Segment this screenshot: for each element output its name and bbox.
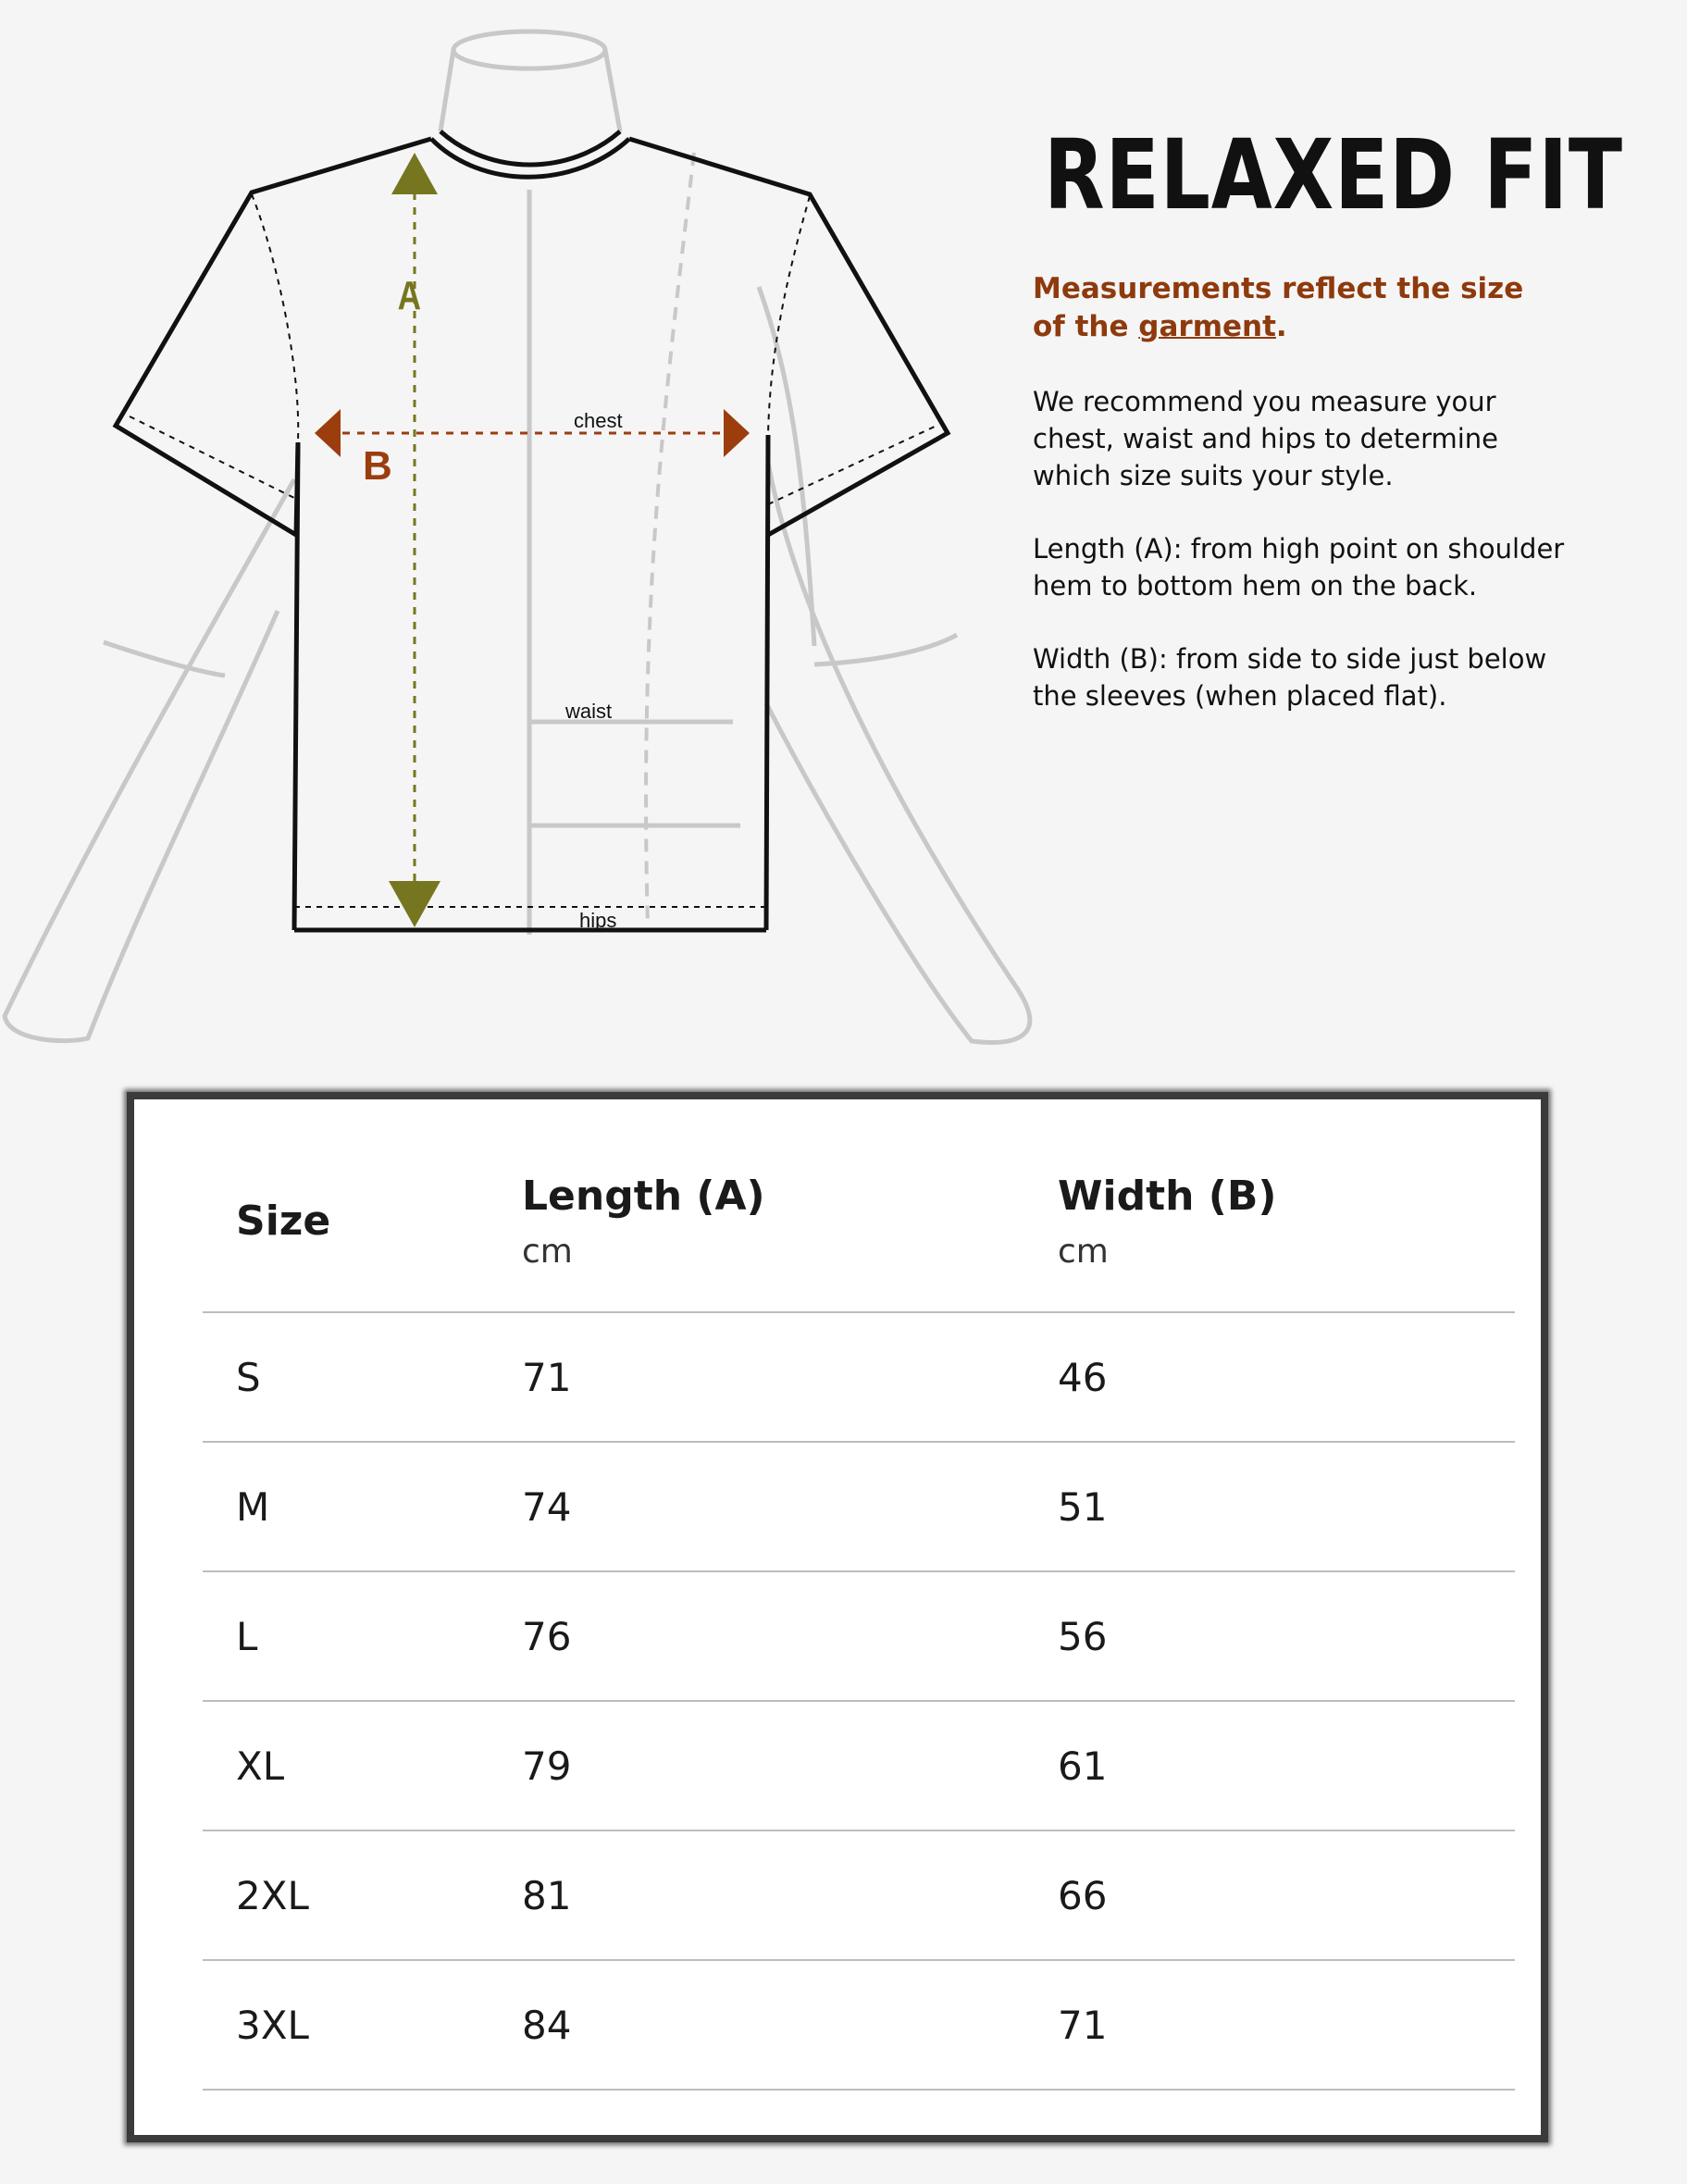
- header-width: Width (B) cm: [1024, 1131, 1515, 1312]
- table-row: [203, 1571, 1515, 1701]
- note-text: Measurements reflect the size of the: [1033, 272, 1524, 343]
- label-b: B: [363, 443, 392, 489]
- cell-size: 3XL: [203, 1960, 489, 2090]
- measurement-note: [1033, 270, 1551, 346]
- cell-length: 76: [489, 1571, 1024, 1701]
- label-hips: hips: [579, 909, 617, 932]
- cell-length: 74: [489, 1442, 1024, 1571]
- header-length: Length (A) cm: [489, 1131, 1024, 1312]
- mannequin-outline: [5, 31, 1030, 1042]
- size-table-frame: [127, 1092, 1548, 2142]
- note-link-garment: garment: [1138, 310, 1276, 343]
- cell-size: L: [203, 1571, 489, 1701]
- cell-width: 61: [1024, 1701, 1515, 1830]
- table-row: [203, 1830, 1515, 1960]
- header-size: Size: [203, 1131, 489, 1312]
- cell-length: 71: [489, 1312, 1024, 1442]
- cell-width: 56: [1024, 1571, 1515, 1701]
- length-arrow: [389, 153, 440, 927]
- cell-size: S: [203, 1312, 489, 1442]
- paragraph-length: Length (A): from high point on shoulder hem to bottom hem on the back.: [1033, 533, 1565, 602]
- paragraph-width: Width (B): from side to side just below the sleeves (when placed flat).: [1033, 643, 1547, 712]
- table-row: [203, 1701, 1515, 1830]
- size-table: [203, 1131, 1515, 2091]
- cell-size: XL: [203, 1701, 489, 1830]
- header-length-unit: cm: [522, 1232, 573, 1271]
- table-row: [203, 1312, 1515, 1442]
- cell-width: 71: [1024, 1960, 1515, 2090]
- cell-length: 84: [489, 1960, 1024, 2090]
- paragraph-recommendation: We recommend you measure your chest, waist and hips to determine which size suits your style.: [1033, 386, 1499, 491]
- cell-width: 66: [1024, 1830, 1515, 1960]
- cell-size: M: [203, 1442, 489, 1571]
- side-seam: [646, 153, 694, 925]
- stitch-lines: [130, 194, 937, 907]
- label-waist: waist: [565, 700, 613, 723]
- cell-width: 46: [1024, 1312, 1515, 1442]
- cell-width: 51: [1024, 1442, 1515, 1571]
- header-width-unit: cm: [1058, 1232, 1109, 1271]
- label-chest: chest: [574, 409, 623, 432]
- cell-length: 79: [489, 1701, 1024, 1830]
- page-title: RELAXED FIT: [1044, 118, 1623, 231]
- table-header-row: [203, 1131, 1515, 1312]
- cell-size: 2XL: [203, 1830, 489, 1960]
- label-a: A: [397, 273, 422, 318]
- cell-length: 81: [489, 1830, 1024, 1960]
- table-row: [203, 1960, 1515, 2090]
- note-end: .: [1275, 310, 1287, 343]
- table-row: [203, 1442, 1515, 1571]
